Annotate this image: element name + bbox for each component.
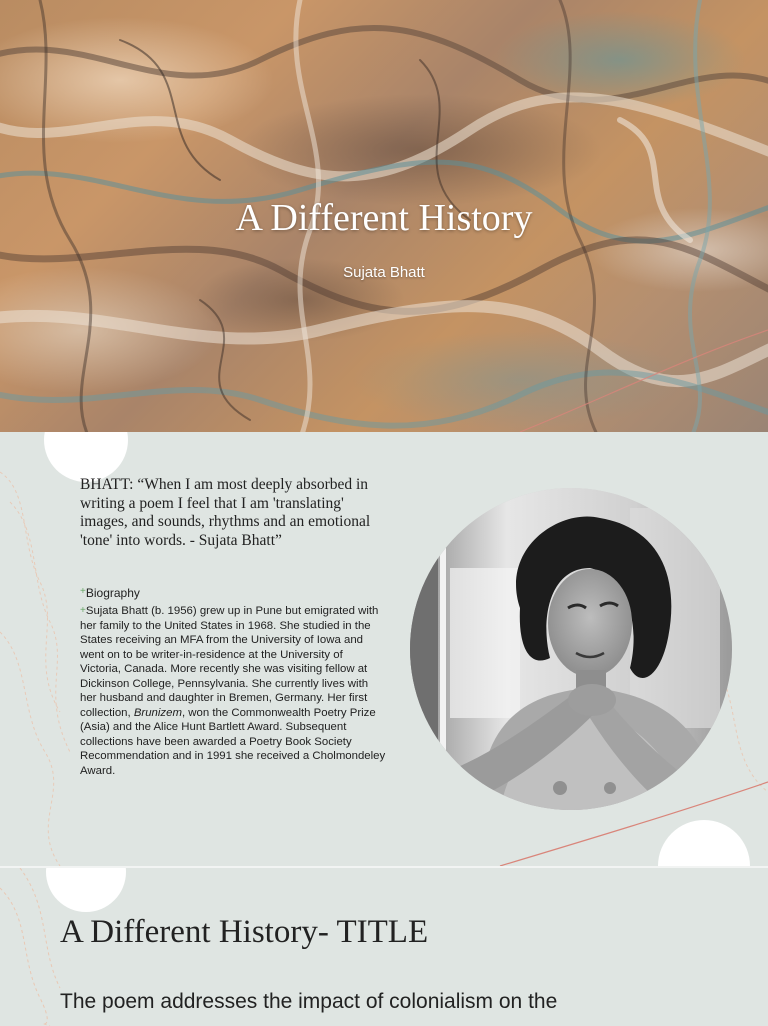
author-quote: BHATT: “When I am most deeply absorbed in writing a poem I feel that I am 'translating' images, and sounds, rhythms and an emotional 'tone' into words. - Sujata Bhatt” (80, 476, 371, 549)
author-photo (410, 488, 732, 810)
decorative-circle (44, 432, 128, 482)
slide-title: A Different History (235, 197, 533, 239)
biography-label: Biography (85, 586, 140, 600)
section-title: A Different History- TITLE (60, 914, 429, 950)
bio-collection-title: Brunizem (133, 706, 182, 719)
title-slide (0, 0, 768, 432)
biography-text (80, 604, 386, 778)
plus-bullet-icon: + (80, 586, 86, 597)
author-portrait (410, 488, 732, 810)
decorative-circle (658, 820, 750, 866)
slide-subtitle: Sujata Bhatt (343, 264, 425, 281)
plus-bullet-icon: + (80, 605, 86, 616)
poem-title-slide (0, 866, 768, 1026)
biography-heading (80, 586, 140, 600)
decorative-circle (46, 868, 126, 912)
bio-text-end: , won the Commonwealth Poetry Prize (Asia) and the Alice Hunt Bartlett Award. Subsequent collections have been awarded a Poetry Book Society Recommendation and in 1991 she received a Cholmondeley Award. (80, 706, 386, 777)
section-body-text: The poem addresses the impact of colonialism on the (60, 990, 558, 1013)
biography-slide (0, 432, 768, 866)
bio-text-start: Sujata Bhatt (b. 1956) grew up in Pune but emigrated with her family to the United States in 1968. She studied in the States receiving an MFA from the University of Iowa and went on to be writer-in-residence at the University of Victoria, Canada. More recently she was visiting fellow at Dickinson College, Pennsylvania. She currently lives with her husband and daughter in Bremen, Germany. Her first collection, (80, 605, 379, 719)
